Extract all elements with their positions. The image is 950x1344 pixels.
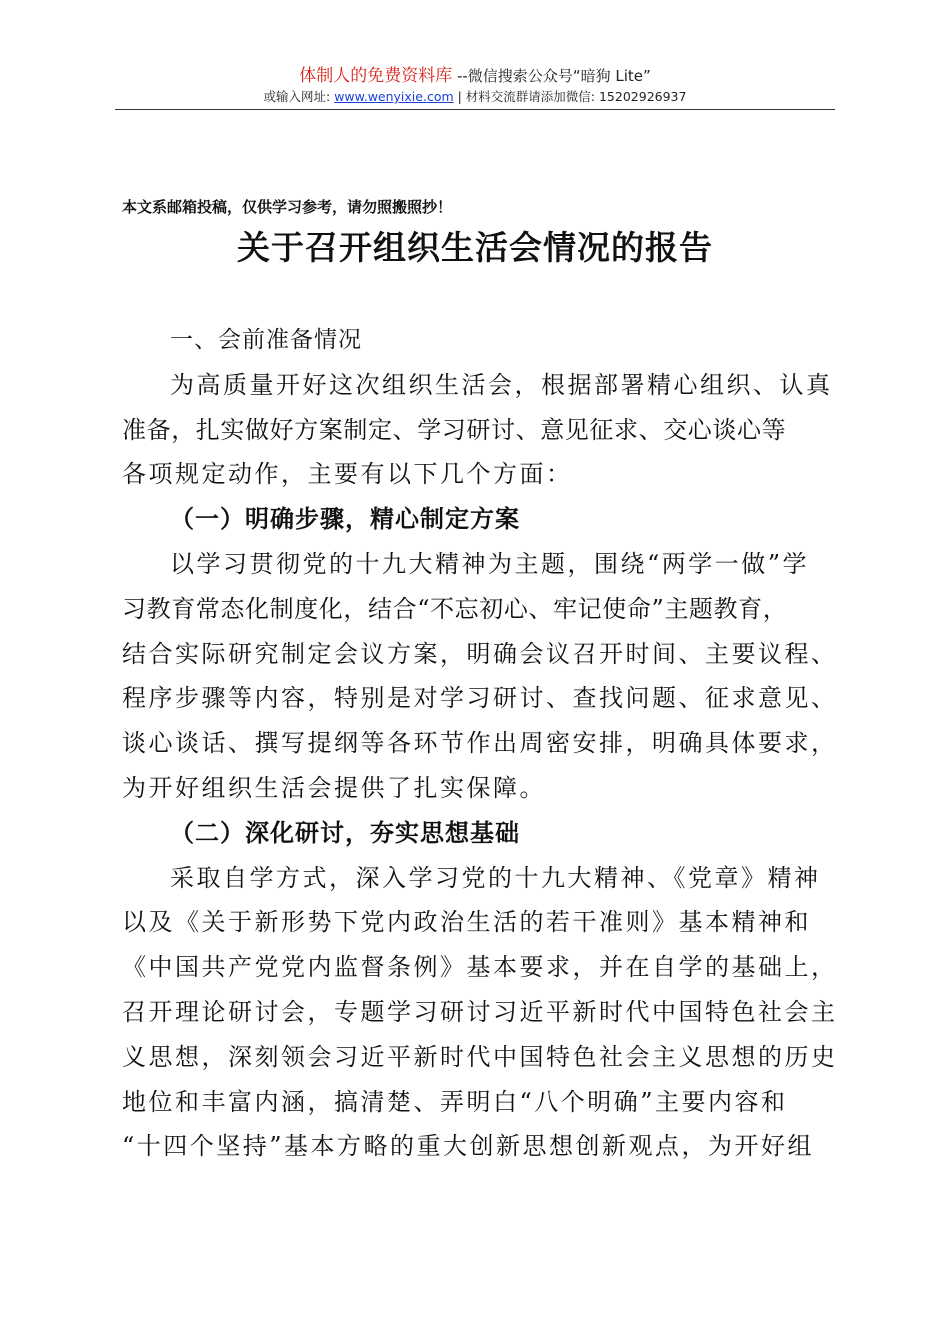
- section-heading: 一、会前准备情况: [170, 327, 362, 353]
- header-url-link[interactable]: www.wenyixie.com: [334, 89, 454, 104]
- paragraph-line: 为开好组织生活会提供了扎实保障。: [122, 773, 546, 802]
- paragraph-line: 以及《关于新形势下党内政治生活的若干准则》基本精神和: [122, 908, 811, 937]
- document-header: [0, 66, 950, 106]
- header-brand: 体制人的免费资料库: [299, 66, 453, 86]
- document-title: 关于召开组织生活会情况的报告: [237, 228, 713, 267]
- header-contact-line: [0, 88, 950, 106]
- document-body: [122, 318, 838, 1169]
- header-banner: [0, 66, 950, 86]
- header-divider: [115, 109, 835, 110]
- paragraph-line: “十四个坚持”基本方略的重大创新思想创新观点，为开好组: [122, 1132, 815, 1161]
- paragraph-line: 义思想，深刻领会习近平新时代中国特色社会主义思想的历史: [122, 1042, 838, 1071]
- header-contact: | 材料交流群请添加微信: 15202926937: [453, 89, 687, 104]
- paragraph-line: 程序步骤等内容，特别是对学习研讨、查找问题、征求意见、: [122, 684, 838, 713]
- paragraph-line: 准备，扎实做好方案制定、学习研讨、意见征求、交心谈心等: [122, 415, 787, 444]
- paragraph-line: 地位和丰富内涵，搞清楚、弄明白“八个明确”主要内容和: [122, 1087, 788, 1116]
- header-tagline: --微信搜索公众号“暗狗 Lite”: [452, 67, 651, 85]
- header-url-prefix: 或输入网址:: [263, 89, 335, 104]
- paragraph-line: 习教育常态化制度化，结合“不忘初心、牢记使命”主题教育，: [122, 594, 788, 623]
- disclaimer: 本文系邮箱投稿，仅供学习参考，请勿照搬照抄！: [122, 198, 453, 216]
- paragraph-line: 以学习贯彻党的十九大精神为主题，围绕“两学一做”学: [170, 549, 810, 578]
- subsection-heading: （二）深化研讨，夯实思想基础: [170, 817, 520, 847]
- subsection-heading: （一）明确步骤，精心制定方案: [170, 504, 520, 534]
- paragraph-line: 为高质量开好这次组织生活会，根据部署精心组织、认真: [170, 370, 833, 399]
- paragraph-line: 召开理论研讨会，专题学习研讨习近平新时代中国特色社会主: [122, 997, 838, 1026]
- paragraph-line: 各项规定动作，主要有以下几个方面：: [122, 460, 573, 489]
- paragraph-line: 结合实际研究制定会议方案，明确会议召开时间、主要议程、: [122, 639, 838, 668]
- paragraph-line: 采取自学方式，深入学习党的十九大精神、《党章》精神: [170, 863, 821, 892]
- paragraph-line: 《中国共产党党内监督条例》基本要求，并在自学的基础上，: [122, 953, 838, 982]
- paragraph-line: 谈心谈话、撰写提纲等各环节作出周密安排，明确具体要求，: [122, 729, 838, 758]
